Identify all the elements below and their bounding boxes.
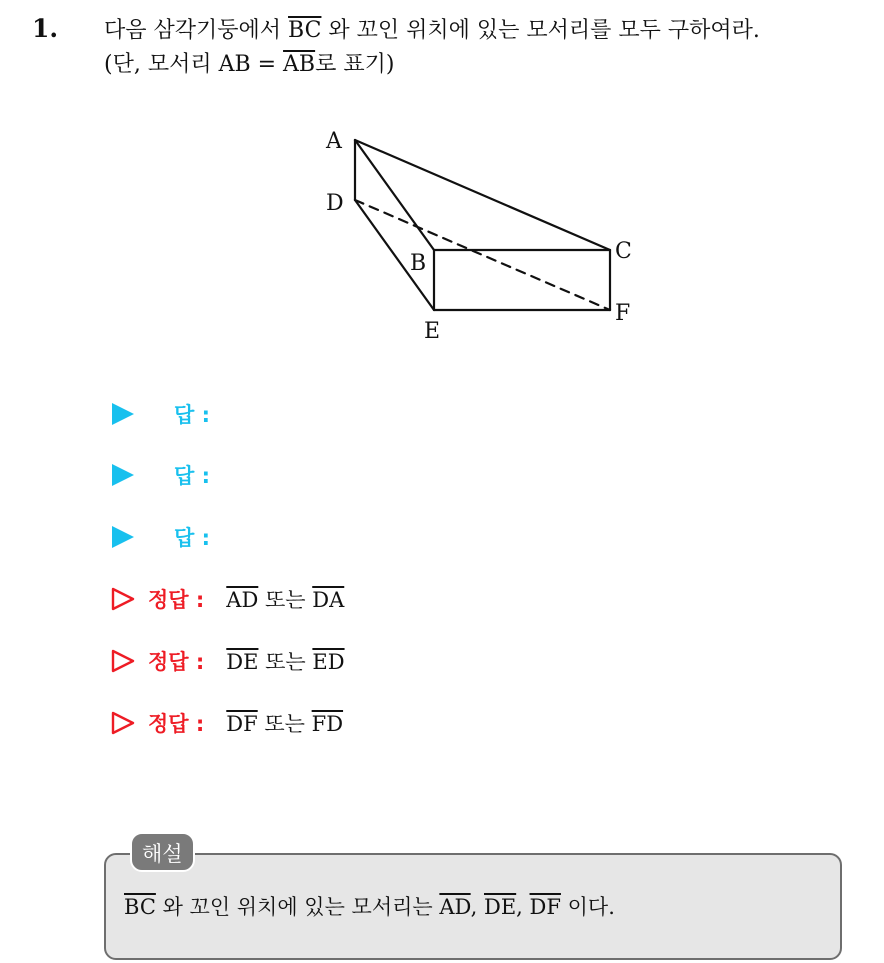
blue-arrow-icon bbox=[110, 401, 136, 427]
connector-text: 또는 bbox=[258, 650, 313, 674]
explanation-text: $\overline{BC}$ 와 꼬인 위치에 있는 모서리는 $\overline{AD}$, $\overline{DE}$, $\overline{DF}$ 이다. bbox=[124, 895, 615, 919]
vertex-label-f: F bbox=[615, 301, 631, 326]
key-answer-label: 정답 : bbox=[148, 588, 205, 612]
segment-df: $\overline{DF}$ bbox=[529, 895, 561, 919]
question-note-part: (단, 모서리 AB = bbox=[104, 52, 284, 77]
question-note-part: 로 표기) bbox=[315, 52, 395, 77]
key-answer-label: 정답 : bbox=[148, 650, 205, 674]
red-outline-arrow-icon bbox=[110, 648, 136, 674]
answer-row bbox=[110, 458, 210, 492]
answer-label: 답 : bbox=[174, 526, 210, 550]
explanation-text-part: 와 꼬인 위치에 있는 모서리는 bbox=[155, 895, 440, 919]
question-text-part: 와 꼬인 위치에 있는 모서리를 모두 구하여라. bbox=[321, 18, 760, 43]
segment-de: $\overline{DE}$ bbox=[226, 650, 259, 674]
problem-number: 1. bbox=[32, 14, 59, 43]
segment-df: $\overline{DF}$ bbox=[226, 712, 258, 736]
segment-bc: $\overline{BC}$ bbox=[124, 895, 156, 919]
segment-fd: $\overline{FD}$ bbox=[311, 712, 344, 736]
segment-ab: $\overline{AB}$ bbox=[283, 52, 316, 77]
question-line-1 bbox=[104, 14, 864, 48]
question-text bbox=[104, 14, 864, 82]
connector-text: 또는 bbox=[258, 588, 313, 612]
blue-arrow-icon bbox=[110, 462, 136, 488]
red-outline-arrow-icon bbox=[110, 586, 136, 612]
explanation-text-part: 이다. bbox=[560, 895, 615, 919]
answer-label: 답 : bbox=[174, 464, 210, 488]
vertex-label-c: C bbox=[615, 239, 632, 264]
red-outline-arrow-icon bbox=[110, 710, 136, 736]
key-answer-row bbox=[110, 582, 344, 616]
question-line-2 bbox=[104, 48, 864, 82]
key-answer-row bbox=[110, 706, 343, 740]
answer-label: 답 : bbox=[174, 403, 210, 427]
key-answer-row bbox=[110, 644, 345, 678]
vertex-label-e: E bbox=[424, 319, 441, 344]
segment-ad: $\overline{AD}$ bbox=[439, 895, 471, 919]
key-answer-label: 정답 : bbox=[148, 712, 205, 736]
answer-row bbox=[110, 520, 210, 554]
vertex-label-b: B bbox=[410, 251, 427, 276]
segment-da: $\overline{DA}$ bbox=[312, 588, 345, 612]
segment-bc: $\overline{BC}$ bbox=[288, 18, 322, 43]
explanation-tag: 해설 bbox=[130, 832, 195, 872]
answer-row bbox=[110, 397, 210, 431]
segment-ad: $\overline{AD}$ bbox=[226, 588, 259, 612]
key-answer-value bbox=[226, 584, 344, 614]
segment-de: $\overline{DE}$ bbox=[484, 895, 517, 919]
key-answer-value bbox=[226, 646, 344, 676]
blue-arrow-icon bbox=[110, 524, 136, 550]
segment-ed: $\overline{ED}$ bbox=[312, 650, 345, 674]
question-text-part: 다음 삼각기둥에서 bbox=[104, 18, 289, 43]
vertex-label-d: D bbox=[326, 191, 344, 216]
triangular-prism-figure bbox=[320, 118, 640, 348]
key-answer-value bbox=[226, 708, 343, 738]
vertex-label-a: A bbox=[326, 129, 342, 154]
connector-text: 또는 bbox=[257, 712, 312, 736]
